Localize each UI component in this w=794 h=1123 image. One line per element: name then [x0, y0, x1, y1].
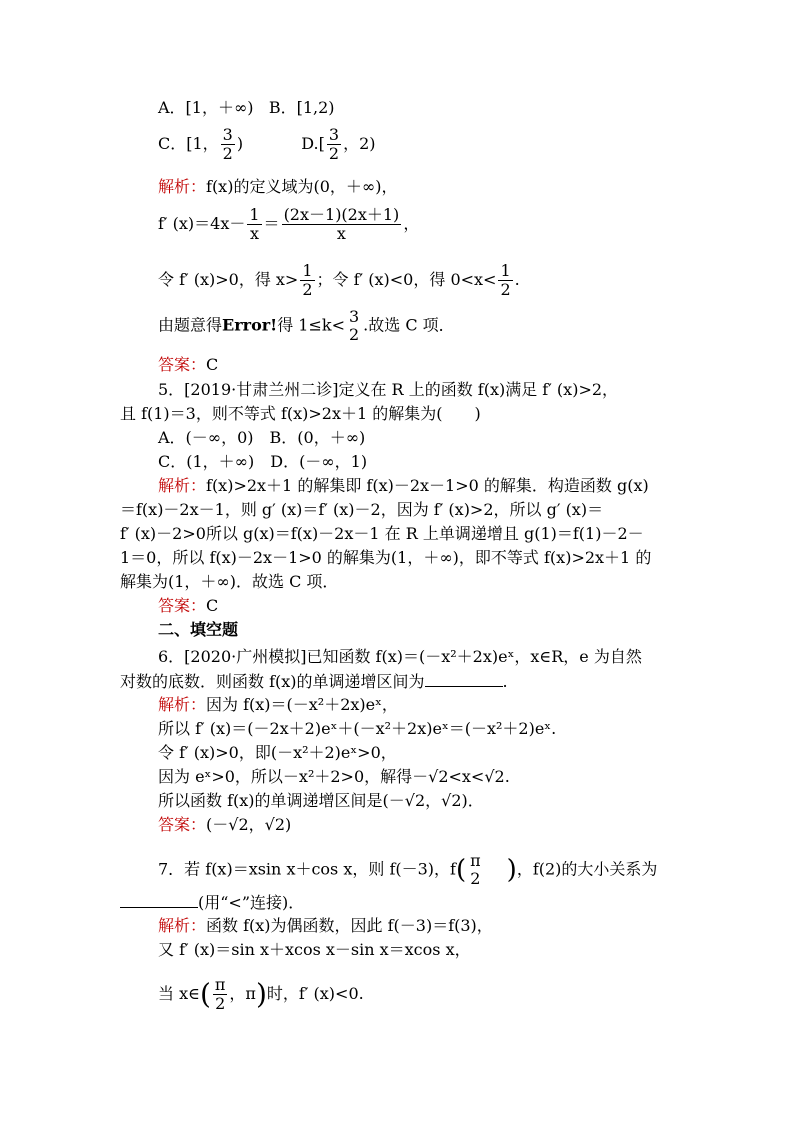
q6-solution-line3: 令 f′ (x)>0，即(－x²＋2)eˣ>0，	[158, 743, 397, 762]
solution-label: 解析：	[158, 916, 207, 935]
q5-solution-line2: ＝f(x)－2x－1，则 g′ (x)＝f′ (x)－2，因为 f′ (x)>2，所以 g′ (x)＝	[120, 500, 604, 519]
fraction: $\frac{1}{2}$	[302, 261, 313, 299]
q4-solution-line4: 由题意得Error!得 1≤k< 3 2 .故选 C 项．	[158, 307, 455, 344]
q6-solution-line1: 解析：因为 f(x)＝(－x²＋2x)eˣ，	[158, 695, 398, 714]
fraction: $\frac{1}{2}$	[500, 261, 511, 299]
fraction: $\frac{(2x-1)(2x+1)}{x}$	[283, 205, 400, 243]
q4-option-d: D.[ $\frac{3}{2}$ ，2)	[301, 125, 376, 163]
error-text: Error!	[222, 315, 278, 335]
answer-label: 答案：	[158, 815, 207, 834]
fraction: $\frac{3}{2}$	[222, 125, 233, 163]
answer-blank[interactable]	[120, 891, 198, 908]
q7-solution-line2: 又 f′ (x)＝sin x＋xcos x－sin x＝xcos x，	[158, 940, 471, 959]
solution-label: 解析：	[158, 476, 207, 495]
answer-blank[interactable]	[425, 670, 503, 687]
q4-option-b: B．[1,2)	[268, 98, 335, 117]
q5-options-row1: A．(－∞，0) B．(0，＋∞)	[158, 428, 366, 447]
q6-answer: 答案：(－√2，√2)	[158, 815, 292, 834]
answer-label: 答案：	[158, 355, 207, 374]
q5-answer: 答案：C	[158, 596, 219, 615]
answer-label: 答案：	[158, 596, 207, 615]
q5-solution-line3: f′ (x)－2>0所以 g(x)＝f(x)－2x－1 在 R 上单调递增且 g(1)＝f(1)－2－	[120, 524, 644, 543]
q6-stem-line1: 6．[2020·广州模拟]已知函数 f(x)＝(－x²＋2x)eˣ，x∈R，e 为自然	[158, 647, 642, 666]
q6-solution-line2: 所以 f′ (x)＝(－2x＋2)eˣ＋(－x²＋2x)eˣ＝(－x²＋2)eˣ.	[158, 719, 557, 738]
fraction: 3 2	[348, 307, 360, 344]
q7-stem-line1: 7．若 f(x)＝xsin x＋cos x，则 f(－3)，f( π 2 )，f(2)的大小关系为	[158, 851, 658, 888]
q6-stem-line2: 对数的底数．则函数 f(x)的单调递增区间为 .	[120, 672, 508, 691]
solution-label: 解析：	[158, 177, 207, 196]
q6-solution-line5: 所以函数 f(x)的单调递增区间是(－√2，√2)．	[158, 791, 484, 810]
q4-solution-line3: 令 f′ (x)>0，得 x> $\frac{1}{2}$ ；令 f′ (x)<0，得 0<x< $\frac{1}{2}$ .	[158, 261, 520, 299]
q5-solution-line5: 解集为(1，＋∞)．故选 C 项．	[120, 572, 339, 591]
q4-option-a: A．[1，＋∞)	[158, 98, 254, 117]
q7-solution-line1: 解析：函数 f(x)为偶函数，因此 f(－3)＝f(3)，	[158, 916, 493, 935]
q7-solution-line3: 当 x∈( $\frac{\pi}{2}$ ，π)时，f′ (x)<0.	[158, 975, 364, 1013]
q4-solution-line2: f′ (x)＝4x－ $\frac{1}{x}$ ＝ $\frac{(2x-1)(2x+1)}{x}$ ，	[158, 205, 420, 243]
solution-label: 解析：	[158, 695, 207, 714]
q4-answer: 答案：C	[158, 355, 219, 374]
q5-stem-line1: 5．[2019·甘肃兰州二诊]定义在 R 上的函数 f(x)满足 f′ (x)>2，	[158, 380, 619, 399]
q7-stem-line2: (用“<”连接)．	[120, 891, 304, 914]
fraction: $\frac{3}{2}$	[328, 125, 340, 163]
fraction: $\frac{\pi}{2}$	[214, 975, 226, 1013]
q5-stem-line2: 且 f(1)＝3，则不等式 f(x)>2x＋1 的解集为( )	[120, 404, 481, 423]
q5-solution-line1: 解析：f(x)>2x＋1 的解集即 f(x)－2x－1>0 的解集．构造函数 g(x)	[158, 476, 649, 495]
q5-solution-line4: 1＝0，所以 f(x)－2x－1>0 的解集为(1，＋∞)，即不等式 f(x)>2x＋1 的	[120, 548, 652, 567]
q4-options-row2	[158, 126, 376, 163]
q4-solution-line1: 解析：f(x)的定义域为(0，＋∞)，	[158, 177, 398, 196]
fraction: $\frac{1}{x}$	[249, 205, 260, 243]
section-heading: 二、填空题	[158, 620, 239, 639]
q6-solution-line4: 因为 eˣ>0，所以－x²＋2>0，解得－√2<x<√2.	[158, 767, 510, 786]
q5-options-row2: C．(1，＋∞) D．(－∞，1)	[158, 452, 368, 471]
fraction: π 2	[470, 851, 481, 888]
q4-option-c: C．[1， $\frac{3}{2}$ )	[158, 125, 244, 163]
q4-options-row1	[158, 97, 335, 119]
